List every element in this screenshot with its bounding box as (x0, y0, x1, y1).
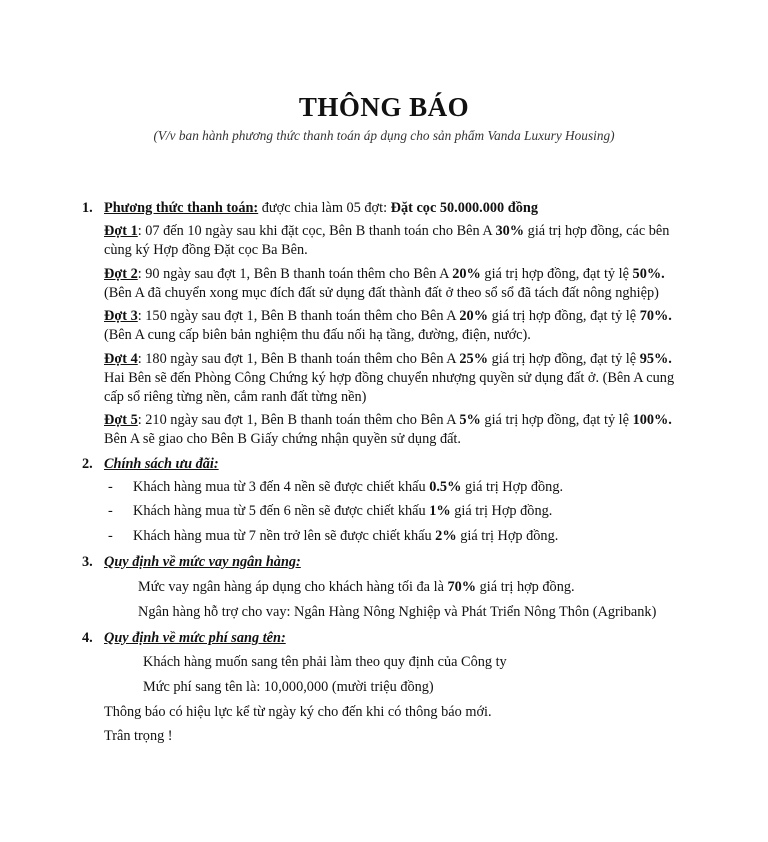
dot-3-line-1: Đợt 3: 150 ngày sau đợt 1, Bên B thanh toán thêm cho Bên A 20% giá trị hợp đồng, đạt tỷ lệ 70%. (104, 308, 672, 324)
section-4-number: 4. (82, 630, 93, 646)
dot-1-line-1: Đợt 1: 07 đến 10 ngày sau khi đặt cọc, Bên B thanh toán cho Bên A 30% giá trị hợp đồng, các bên (104, 223, 670, 239)
dot-1-line-2: cùng ký Hợp đồng Đặt cọc Ba Bên. (104, 242, 308, 258)
loan-bank-line: Ngân hàng hỗ trợ cho vay: Ngân Hàng Nông Nghiệp và Phát Triển Nông Thôn (Agribank) (138, 604, 657, 620)
list-dash: - (108, 479, 113, 495)
dot-5-label: Đợt 5 (104, 412, 138, 428)
dot-5-line-2: Bên A sẽ giao cho Bên B Giấy chứng nhận quyền sử dụng đất. (104, 431, 461, 447)
dot-2-line-2: (Bên A đã chuyển xong mục đích đất sử dụng đất thành đất ở theo sổ sổ đã tách đất nông nghiệp) (104, 285, 659, 301)
notice-line: Thông báo có hiệu lực kể từ ngày ký cho đến khi có thông báo mới. (104, 704, 492, 720)
section-2-heading: Chính sách ưu đãi: (104, 456, 219, 472)
dot-2-label: Đợt 2 (104, 266, 138, 282)
section-1-header (104, 199, 538, 217)
section-2-number: 2. (82, 456, 93, 472)
transfer-fee-line: Mức phí sang tên là: 10,000,000 (mười triệu đồng) (143, 679, 434, 695)
section-1-heading: Phương thức thanh toán: (104, 200, 259, 216)
dot-4-line-2: Hai Bên sẽ đến Phòng Công Chứng ký hợp đồng chuyển nhượng quyền sử dụng đất ở. (Bên A cung (104, 370, 675, 386)
dot-2-line-1: Đợt 2: 90 ngày sau đợt 1, Bên B thanh toán thêm cho Bên A 20% giá trị hợp đồng, đạt tỷ lệ 50%. (104, 266, 665, 282)
list-dash: - (108, 503, 113, 519)
loan-limit-line: Mức vay ngân hàng áp dụng cho khách hàng tối đa là 70% giá trị hợp đồng. (138, 579, 575, 595)
transfer-rule-line: Khách hàng muốn sang tên phải làm theo quy định của Công ty (143, 654, 507, 670)
dot-4-line-1: Đợt 4: 180 ngày sau đợt 1, Bên B thanh toán thêm cho Bên A 25% giá trị hợp đồng, đạt tỷ lệ 95%. (104, 351, 672, 367)
dot-5-line-1: Đợt 5: 210 ngày sau đợt 1, Bên B thanh toán thêm cho Bên A 5% giá trị hợp đồng, đạt tỷ lệ 100%. (104, 412, 672, 428)
section-3-number: 3. (82, 554, 93, 570)
section-1-number: 1. (82, 200, 93, 216)
closing-line: Trân trọng ! (104, 728, 173, 744)
page-title: THÔNG BÁO (298, 92, 470, 122)
section-3-heading: Quy định về mức vay ngân hàng: (104, 554, 301, 570)
dot-1-label: Đợt 1 (104, 223, 138, 239)
list-dash: - (108, 528, 113, 544)
section-1-deposit: Đặt cọc 50.000.000 đồng (390, 200, 538, 216)
page-subtitle: (V/v ban hành phương thức thanh toán áp dụng cho sản phẩm Vanda Luxury Housing) (153, 128, 615, 143)
section-4-heading: Quy định về mức phí sang tên: (104, 630, 286, 646)
dot-4-label: Đợt 4 (104, 351, 138, 367)
dot-3-label: Đợt 3 (104, 308, 138, 324)
section-1-text: được chia làm 05 đợt: (258, 200, 391, 216)
dot-3-line-2: (Bên A cung cấp biên bản nghiệm thu đấu nối hạ tầng, đường, điện, nước). (104, 327, 531, 343)
dot-4-line-3: cấp sổ riêng từng nền, cắm ranh đất từng nền) (104, 389, 367, 405)
